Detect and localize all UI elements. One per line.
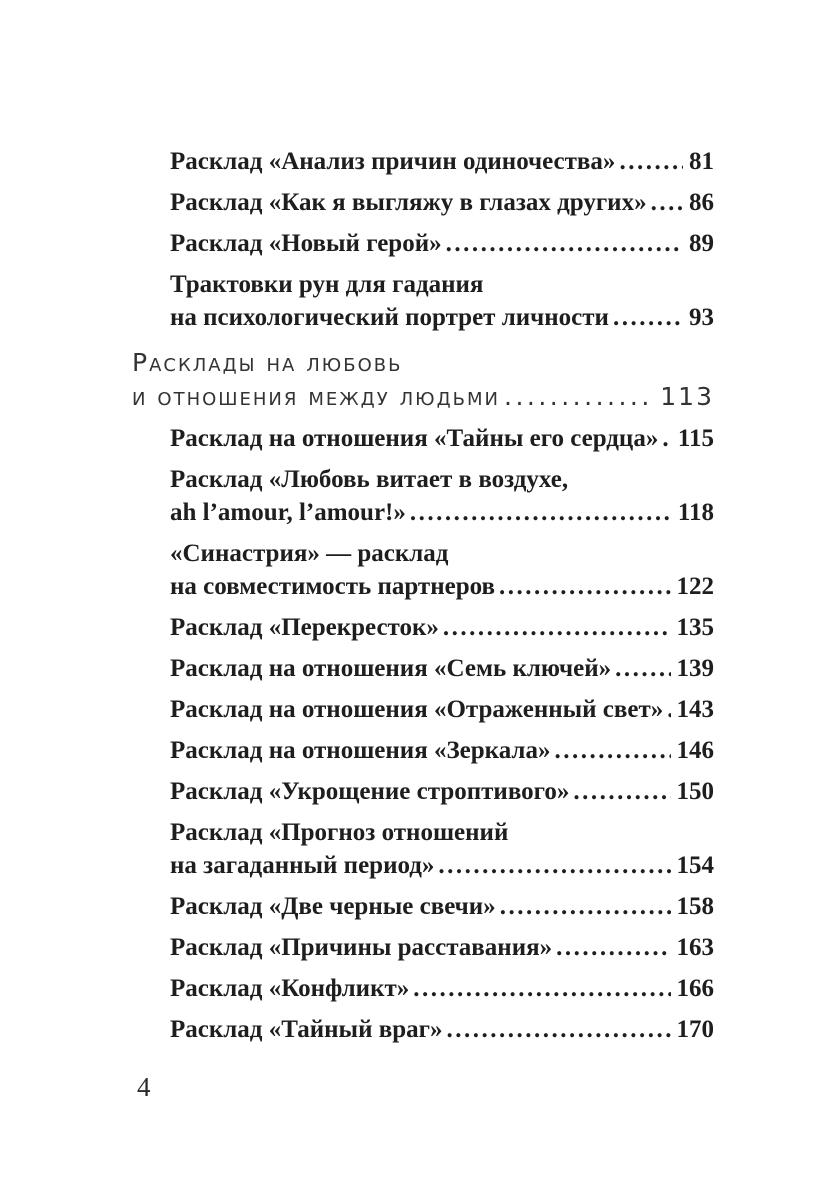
dot-leader xyxy=(443,611,671,644)
toc-entry xyxy=(170,145,714,178)
dot-leader xyxy=(500,890,671,923)
toc-entry-line xyxy=(170,570,714,603)
toc-entry-title: Расклад на отношения «Семь ключей» xyxy=(170,655,612,682)
toc-entry-page: 81 xyxy=(689,148,714,175)
toc-entry xyxy=(170,890,714,923)
toc-entry-title: ah l’amour, l’amour!» xyxy=(170,499,406,526)
dot-leader xyxy=(446,227,683,260)
toc-entry-title: Расклад на отношения «Зеркала» xyxy=(170,737,551,764)
toc-entry-title: на совместимость партнеров xyxy=(170,573,495,600)
toc-section-line xyxy=(132,380,714,414)
dot-leader xyxy=(615,652,670,685)
toc-entry-title: Расклад «Укрощение строптивого» xyxy=(170,778,570,805)
toc-entry xyxy=(170,463,714,529)
dot-leader xyxy=(651,186,683,219)
toc-entry-page: 143 xyxy=(676,696,714,723)
toc-entry-title: Расклад на отношения «Отраженный свет» xyxy=(170,696,664,723)
toc-entry-page: 115 xyxy=(677,425,714,452)
dot-leader xyxy=(619,145,683,178)
toc-entry-page: 135 xyxy=(676,614,714,641)
toc-entry xyxy=(170,652,714,685)
toc-section-line xyxy=(132,346,714,380)
toc-entry-page: 86 xyxy=(689,189,714,216)
toc-entry-line xyxy=(170,422,714,455)
toc-entry-title: Расклад «Тайный враг» xyxy=(170,1016,443,1043)
dot-leader xyxy=(554,734,670,767)
toc-entry-title: Расклад «Две черные свечи» xyxy=(170,893,496,920)
toc-entry-line xyxy=(170,145,714,178)
toc-entry-title: Расклад «Прогноз отношений xyxy=(170,819,509,846)
toc-entry-page: 89 xyxy=(689,230,714,257)
dot-leader xyxy=(413,972,670,1005)
toc-entry xyxy=(170,816,714,882)
toc-entry-line xyxy=(170,972,714,1005)
table-of-contents xyxy=(132,145,714,1054)
toc-entry-page: 122 xyxy=(676,573,714,600)
dot-leader xyxy=(499,570,671,603)
toc-entry xyxy=(170,268,714,334)
toc-entry-line xyxy=(170,537,714,570)
toc-entry-page: 170 xyxy=(676,1016,714,1043)
toc-section-page: 113 xyxy=(660,382,714,411)
toc-entry-title: Расклад «Новый герой» xyxy=(170,230,442,257)
dot-leader xyxy=(410,496,672,529)
toc-entry-title: Расклад «Анализ причин одиночества» xyxy=(170,148,616,175)
toc-entry-page: 150 xyxy=(676,778,714,805)
toc-entry xyxy=(170,537,714,603)
toc-entry-title: Трактовки рун для гадания xyxy=(170,271,484,298)
dot-leader xyxy=(667,693,670,726)
toc-entry-title: Расклад «Причины расставания» xyxy=(170,934,553,961)
toc-entry-line xyxy=(170,775,714,808)
toc-section-title: и отношения между людьми xyxy=(132,382,500,411)
toc-entry-line xyxy=(170,1013,714,1046)
toc-entry-page: 146 xyxy=(676,737,714,764)
toc-entry xyxy=(170,611,714,644)
toc-entry-line xyxy=(170,611,714,644)
dot-leader xyxy=(556,931,670,964)
toc-entry-line xyxy=(170,931,714,964)
toc-entry xyxy=(170,227,714,260)
toc-entry-line xyxy=(170,496,714,529)
dot-leader xyxy=(613,301,683,334)
dot-leader xyxy=(438,849,670,882)
toc-entry-line xyxy=(170,816,714,849)
toc-entry-page: 118 xyxy=(677,499,714,526)
toc-entry-title: «Синастрия» — расклад xyxy=(170,540,449,567)
dot-leader xyxy=(504,380,654,414)
toc-entry-page: 154 xyxy=(676,852,714,879)
toc-entry-line xyxy=(170,186,714,219)
toc-entry-title: Расклад «Как я выгляжу в глазах других» xyxy=(170,189,647,216)
toc-entry xyxy=(170,186,714,219)
toc-entry xyxy=(170,775,714,808)
dot-leader xyxy=(662,422,672,455)
toc-entry-line xyxy=(170,227,714,260)
toc-entry-line xyxy=(170,463,714,496)
toc-entry xyxy=(170,931,714,964)
toc-entry xyxy=(170,422,714,455)
toc-entry-line xyxy=(170,693,714,726)
toc-entry-line xyxy=(170,849,714,882)
toc-entry-title: Расклад «Перекресток» xyxy=(170,614,439,641)
page-number-footer: 4 xyxy=(137,1072,151,1102)
toc-entry xyxy=(170,734,714,767)
toc-entry-line xyxy=(170,734,714,767)
toc-entry-page: 158 xyxy=(676,893,714,920)
toc-entry-page: 163 xyxy=(676,934,714,961)
toc-entry-title: Расклад «Конфликт» xyxy=(170,975,410,1002)
toc-entry xyxy=(170,693,714,726)
toc-entry-page: 166 xyxy=(676,975,714,1002)
toc-entry-title: на психологический портрет личности xyxy=(170,304,609,331)
toc-entry-title: Расклад на отношения «Тайны его сердца» xyxy=(170,425,659,452)
dot-leader xyxy=(573,775,670,808)
toc-entry-title: Расклад «Любовь витает в воздухе, xyxy=(170,466,569,493)
toc-entry-title: на загаданный период» xyxy=(170,852,435,879)
toc-entry-line xyxy=(170,890,714,923)
toc-entry xyxy=(170,972,714,1005)
toc-section-title: Расклады на любовь xyxy=(132,348,403,377)
toc-entry-line xyxy=(170,652,714,685)
toc-entry-page: 93 xyxy=(689,304,714,331)
toc-entry-page: 139 xyxy=(676,655,714,682)
toc-entry-line xyxy=(170,301,714,334)
toc-section-heading xyxy=(132,346,714,414)
dot-leader xyxy=(447,1013,671,1046)
toc-entry-line xyxy=(170,268,714,301)
toc-entry xyxy=(170,1013,714,1046)
